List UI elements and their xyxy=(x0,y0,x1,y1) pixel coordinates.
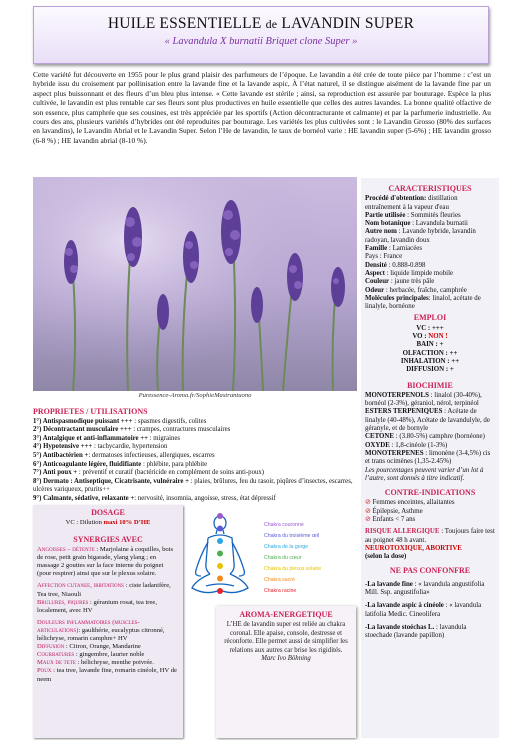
bio-esters-label: ESTERS TERPENIQUES xyxy=(365,408,443,416)
synergie-text: : gingembre, laurier noble xyxy=(74,651,145,659)
carac-row xyxy=(365,253,495,261)
page-subtitle: « Lavandula X burnatii Briquet clone Super » xyxy=(164,36,358,47)
caracteristiques-heading: CARACTERISTIQUES xyxy=(388,184,472,193)
propriete-num: 6°) xyxy=(33,460,42,468)
propriete-item xyxy=(33,452,355,461)
synergie-item xyxy=(33,667,183,683)
bio-monoterpenols: : linalol (30-40%), bornéol (2-3%), géraniol, nérol, terpinéol xyxy=(365,391,482,408)
dosage-text: VC : Dilution xyxy=(65,519,104,526)
propriete-text: : spasmes digestifs, colites xyxy=(132,417,207,425)
synergie-label: Diffusion xyxy=(37,643,65,651)
carac-value: : Lavandula burnatii xyxy=(410,220,468,228)
synergie-label: Douleurs inflammatoires (muscles-articulations) xyxy=(37,618,140,634)
synergie-label: Affection cutanee, irritations xyxy=(37,582,124,590)
carac-value: distillation entraînement à la vapeur d'eau xyxy=(365,195,458,211)
propriete-num: 9°) xyxy=(33,494,42,502)
synergie-text: : tea tree, lavande fine, romarin cinéole, HV de neem xyxy=(37,667,177,683)
confondre-item xyxy=(365,602,495,619)
caracteristiques-list xyxy=(365,195,495,311)
contre-item xyxy=(365,499,495,507)
contre-item xyxy=(365,508,495,516)
propriete-text: : nervosité, insomnia, angoisse, stress, état dépressif xyxy=(134,494,276,502)
carac-key: Nom botanique xyxy=(365,220,411,228)
carac-row xyxy=(365,270,495,278)
confondre-item-name: -La lavande stoéchas L. xyxy=(365,623,435,631)
chakra-dot-racine xyxy=(217,588,223,594)
synergie-label: Angoisses – détente xyxy=(37,546,95,554)
propriete-name: Décontractant musculaire +++ xyxy=(41,426,132,434)
title-name: LAVANDIN SUPER xyxy=(281,15,415,32)
emploi-diffusion: DIFFUSION : + xyxy=(406,366,454,374)
carac-key: Autre nom xyxy=(365,228,397,236)
chakra-dot-sacre xyxy=(217,576,223,582)
carac-value: : liquide limpide mobile xyxy=(384,269,454,277)
emploi-olfaction: OLFACTION : ++ xyxy=(402,349,458,357)
synergie-item xyxy=(33,582,183,598)
bio-esters: : Acétate de linalyle (40-48%), Acétate de lavandulyle, de géranyle, et de bornyle xyxy=(365,408,490,433)
synergie-label: Brulures, piqures xyxy=(37,598,89,606)
emploi-vc: VC : +++ xyxy=(416,324,444,332)
carac-key: Famille xyxy=(365,245,388,253)
carac-row xyxy=(365,228,495,245)
propriete-num: 1°) xyxy=(33,417,42,425)
synergie-item xyxy=(33,546,183,578)
synergie-item xyxy=(33,619,183,643)
dosage-heading: DOSAGE xyxy=(91,508,125,517)
chakra-diagram xyxy=(186,508,358,603)
synergies-heading: SYNERGIES AVEC xyxy=(73,535,143,545)
synergie-text: : Marjolaine à coquilles, bois de rose, petit grain bigarade, ylang ylang ; en massage 2 gouttes sur la face interne du poignet (pour respirer) ainsi que sur le plexus solaire. xyxy=(37,546,174,578)
prohibited-icon: ⊘ xyxy=(365,515,373,523)
confondre-item-text: : lavandula stoechade (lavande papillon) xyxy=(365,623,467,640)
carac-key: Couleur xyxy=(365,278,390,286)
carac-key: Aspect xyxy=(365,269,385,277)
emploi-vo-label: VO : xyxy=(412,333,427,341)
contre-list xyxy=(365,499,495,524)
dosage-line xyxy=(33,519,183,527)
propriete-num: 8°) xyxy=(33,477,42,485)
carac-value: : herbacée, fraîche, camphrée xyxy=(384,286,467,294)
propriete-num: 7°) xyxy=(33,469,42,477)
synergie-text: : géranium rosat, tea tree, localement, avec HV xyxy=(37,598,157,614)
carac-key: Procédé d'obtention: xyxy=(365,195,427,203)
carac-row xyxy=(365,278,495,286)
propriete-item xyxy=(33,469,355,478)
biochimie-heading: BIOCHIMIE xyxy=(407,380,453,390)
propriete-num: 3°) xyxy=(33,434,42,442)
bio-cetone-label: CETONE xyxy=(365,433,394,441)
aroma-heading: AROMA-ENERGETIQUE xyxy=(239,610,333,619)
title-main: HUILE ESSENTIELLE xyxy=(107,15,262,32)
chakra-dot-coeur xyxy=(217,551,223,557)
synergie-text: : ciste ladanifère, Tea tree, Niaouli xyxy=(37,582,171,598)
synergie-label: Courbatures xyxy=(37,651,75,659)
propriete-item xyxy=(33,435,355,444)
emploi-heading: EMPLOI xyxy=(413,313,447,323)
confondre-list xyxy=(365,581,495,641)
carac-value: : 0.888-0.898 xyxy=(386,261,426,269)
dosage-max: maxi 10% D’HE xyxy=(103,519,151,526)
chakra-label-gorge: Chakra de la gorge xyxy=(264,544,309,550)
contre-item-text: Femmes enceintes, allaitantes xyxy=(372,499,455,507)
synergie-label: Maux de tete xyxy=(37,659,76,667)
bio-oxyde-label: OXYDE xyxy=(365,441,390,449)
carac-key: Partie utilisée xyxy=(365,211,406,219)
propriete-item xyxy=(33,495,355,504)
chakra-dot-troisieme_oeil xyxy=(217,526,223,532)
synergie-text: : gaulthérie, eucalyptus citronné, hélichryse, romarin camphre+ HV xyxy=(37,626,165,643)
propriete-text: : migraines xyxy=(147,434,181,442)
bio-monoterpenes: : limonène (3-4,5%) cis et trans ocimènes (1,35-2.45%) xyxy=(365,449,491,466)
risque-text: : Toujours faire test au poignet 48 h avant. xyxy=(365,528,495,544)
right-column xyxy=(361,178,499,738)
biochimie-list xyxy=(365,392,495,483)
bio-monoterpenes-label: MONOTERPENES xyxy=(365,449,424,457)
propriete-item xyxy=(33,461,355,470)
propriete-text: : tachycardie, hypertension xyxy=(92,443,168,451)
propriete-num: 4°) xyxy=(33,443,42,451)
emploi-vo-value: NON ! xyxy=(428,333,448,341)
propriete-item xyxy=(33,418,355,427)
propriete-name: Dermato : Antiseptique, Cicatrisante, vulnéraire + xyxy=(41,477,189,485)
bio-monoterpenols-label: MONOTERPENOLS xyxy=(365,391,429,399)
confondre-heading: NE PAS CONFONFRE xyxy=(389,566,471,576)
chakra-label-troisieme_oeil: Chakra du troisième œil xyxy=(264,533,320,539)
chakra-label-coeur: Chakra du cœur xyxy=(264,555,302,561)
aroma-box xyxy=(216,606,356,738)
risque-neuro: NEUROTOXIQUE, ABORTIVE xyxy=(365,544,462,552)
aroma-text: L’HE de lavandin super est reliée au chakra coronal. Elle apaise, console, destresse et réconforte. Elle permet aussi de simplifier les relations aux autres car brise les rigidités. xyxy=(224,621,348,654)
carac-value: : linalol, acétate de linalyle, bornéone xyxy=(365,294,481,311)
risque-block xyxy=(365,528,495,561)
carac-value: : jaune très pâle xyxy=(389,278,435,286)
confondre-item-name: -La lavande fine xyxy=(365,580,413,588)
bio-note: Les pourcentages peuvent varier d’un lot à l’autre, sont donnés à titre indicatif. xyxy=(365,466,484,482)
propriete-name: Anticoagulante légère, fluidifiante xyxy=(41,460,142,468)
propriete-item xyxy=(33,478,355,495)
chakra-figure xyxy=(186,508,358,603)
propriete-name: Antalgique et anti-inflammatoire ++ xyxy=(41,434,148,442)
chakra-label-sacre: Chakra sacré xyxy=(264,577,295,583)
photo-caption: Puressence-Aroma.fr/SophieMastrantuono xyxy=(138,392,252,399)
confondre-item-text: : « lavandula angustifolia Mill. Ssp. angustifolia» xyxy=(365,580,485,597)
emploi-list xyxy=(365,325,495,375)
synergie-item xyxy=(33,643,183,651)
emploi-inhalation: INHALATION : ++ xyxy=(400,357,460,365)
confondre-item-text: : « lavandula latifolia Medic. Cineolifera xyxy=(365,602,482,618)
lavender-image xyxy=(33,177,357,391)
bio-oxyde: : 1,8-cinéole (1-3%) xyxy=(389,441,448,449)
proprietes-heading: PROPRIETES / UTILISATIONS xyxy=(33,407,148,416)
emploi-bain: BAIN : + xyxy=(416,341,444,349)
chakra-label-couronne: Chakra couronne xyxy=(264,522,304,528)
contre-item-text: Enfants < 7 ans xyxy=(372,515,416,523)
propriete-name: Antispasmodique puissant +++ xyxy=(41,417,133,425)
contre-heading: CONTRE-INDICATIONS xyxy=(384,488,476,498)
carac-row xyxy=(365,195,495,212)
prohibited-icon: ⊘ xyxy=(365,507,373,515)
carac-row xyxy=(365,212,495,220)
propriete-num: 5°) xyxy=(33,451,42,459)
propriete-item xyxy=(33,443,355,452)
prohibited-icon: ⊘ xyxy=(365,499,373,507)
synergie-text: : hélichryse, menthe poivrée. xyxy=(75,659,154,667)
propriete-num: 2°) xyxy=(33,426,42,434)
lavender-photo xyxy=(33,177,357,391)
synergie-item xyxy=(33,659,183,667)
risque-dose: (selon la dose) xyxy=(365,553,407,561)
propriete-text: : crampes, contractures musculaires xyxy=(131,426,231,434)
carac-value: : Lavande hybride, lavandin radoyan, lavandin doux xyxy=(365,228,476,244)
contre-item xyxy=(365,516,495,524)
propriete-name: Antibactérien + xyxy=(41,451,89,459)
propriete-name: Calmante, sédative, relaxante + xyxy=(41,494,135,502)
confondre-item xyxy=(365,624,495,641)
page-title xyxy=(34,15,488,33)
chakra-label-plexus: Chakra du plexus solaire xyxy=(264,566,322,572)
title-banner xyxy=(33,6,489,64)
intro-paragraph: Cette variété fut découverte en 1955 pour le plus grand plaisir des parfumeurs de l’époque. Le lavandin a été crée de toute pièce par l’homme : c’est un hybride issu du croisement par pollinisation entre la lavande fine et la lavande aspic, À l’état naturel, il se distingue aisément de la lavande fine par un aspect plus buissonnant et des fleurs d’un bleu plus intense. « Cette lavande est stérile ; ainsi, sa reproduction est assurée par bouturage. Espèce la plus cultivée, le lavandin est plus rentable car ses fleurs sont plus productives en huile essentielle que celles des autres lavandes. La bonne qualité olfactive de son essence, plus camphrée que ses cousines, est très appréciée par les sportifs (Action décontracturante et calmante) et par la parfumerie industrielle. Au cours des ans, plusieurs variétés d’hybrides ont été reproduites par bouturage. Les variétés les plus cultivées sont : le Lavandin Grosso (80% des surfaces en lavandins), le Lavandin Abrial et le Lavandin Super. Selon l’He de lavandin, le taux de bornéol varie : HE lavandin super (5-6%) ; HE lavandin grosso (6-8 %) ; HE lavandin abrial (8-10 %). xyxy=(33,70,491,145)
carac-row xyxy=(365,295,495,312)
synergie-item xyxy=(33,599,183,615)
carac-value: : Sommités fleuries xyxy=(405,211,461,219)
carac-key: Molécules principales xyxy=(365,294,429,302)
carac-value: : Lamiacées xyxy=(387,245,423,253)
title-de: de xyxy=(265,17,278,31)
chakra-label-racine: Chakra racine xyxy=(264,588,297,594)
chakra-dot-gorge xyxy=(217,538,223,544)
propriete-name: Anti poux + xyxy=(41,469,78,477)
carac-row xyxy=(365,220,495,228)
propriete-item xyxy=(33,426,355,435)
aroma-author: Marc Ivo Böhning xyxy=(261,655,311,663)
synergie-label: Poux xyxy=(37,667,52,675)
propriete-text: : phlébite, para phlébite xyxy=(141,460,208,468)
synergie-item xyxy=(33,651,183,659)
proprietes-section xyxy=(33,408,355,504)
carac-row xyxy=(365,287,495,295)
propriete-text: : préventif et curatif (bactéricide en complément de soins anti-poux) xyxy=(77,469,265,477)
propriete-text: : dermatoses infectieuses, allergiques, escarres xyxy=(88,451,215,459)
proprietes-list xyxy=(33,418,355,504)
carac-row xyxy=(365,245,495,253)
bio-cetone: : (3.80-5%) camphre (bornéone) xyxy=(393,433,485,441)
confondre-item xyxy=(365,581,495,598)
chakra-dot-couronne xyxy=(217,513,223,519)
contre-item-text: Épilepsie, Asthme xyxy=(372,507,423,515)
synergie-text: : Citron, Orange, Mandarine xyxy=(64,643,141,651)
dosage-synergies-box xyxy=(33,505,183,738)
chakra-dot-plexus xyxy=(217,563,223,569)
carac-value: Pays : France xyxy=(365,253,403,261)
risque-label: RISQUE ALLERGIQUE xyxy=(365,528,440,536)
propriete-text: : plaies, brûlures, feu du rasoir, piqûres d’insectes, escarres, ulcères variqueux, prurits++ xyxy=(33,477,353,494)
carac-key: Densité xyxy=(365,261,387,269)
synergies-list xyxy=(33,546,183,684)
carac-row xyxy=(365,262,495,270)
confondre-item-name: -La lavande aspic à cinéole xyxy=(365,602,444,610)
propriete-name: Hypotensive +++ xyxy=(41,443,93,451)
carac-key: Odeur xyxy=(365,286,385,294)
